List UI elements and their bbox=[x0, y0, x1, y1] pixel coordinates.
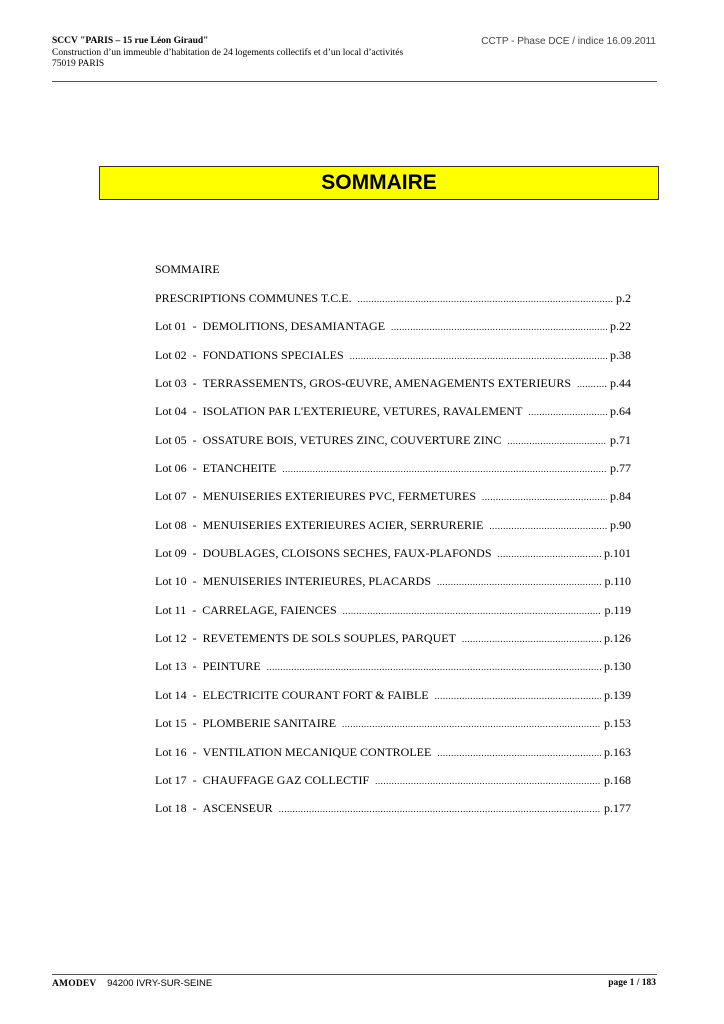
project-city: 75019 PARIS bbox=[52, 59, 105, 69]
toc-entry-lot: Lot 16 bbox=[155, 744, 187, 759]
toc-entry-separator: - bbox=[192, 687, 197, 702]
toc-leader-dots bbox=[437, 746, 601, 760]
toc-entry-page: p.153 bbox=[604, 716, 631, 731]
toc-entry-separator: - bbox=[192, 716, 197, 731]
toc-entry-label: DOUBLAGES, CLOISONS SECHES, FAUX-PLAFONDS bbox=[202, 546, 492, 561]
toc-entry-label: VENTILATION MECANIQUE CONTROLEE bbox=[202, 744, 432, 759]
project-header bbox=[52, 36, 403, 71]
toc-entry-page: p.101 bbox=[604, 546, 631, 561]
toc-entry-page: p.177 bbox=[604, 801, 631, 816]
toc-entry-label: MENUISERIES EXTERIEURES PVC, FERMETURES bbox=[202, 489, 477, 504]
toc-entry-lot: Lot 06 bbox=[155, 461, 187, 476]
toc-entry-separator: - bbox=[192, 772, 197, 787]
toc-entry-separator: - bbox=[192, 546, 197, 561]
toc-entry-lot: Lot 13 bbox=[155, 659, 187, 674]
toc-entry[interactable] bbox=[155, 546, 631, 560]
toc-entry-page: p.163 bbox=[604, 744, 631, 759]
title-banner bbox=[99, 166, 659, 200]
toc-entry-page: p.64 bbox=[610, 404, 631, 419]
toc-leader-dots bbox=[437, 575, 601, 589]
toc-entry-page: p.139 bbox=[604, 687, 631, 702]
toc-entry-label: CHAUFFAGE GAZ COLLECTIF bbox=[202, 772, 370, 787]
toc-leader-dots bbox=[462, 632, 601, 646]
toc-entry-lot: Lot 04 bbox=[155, 404, 187, 419]
toc-entry-separator: - bbox=[192, 659, 197, 674]
toc-entry-lot: Lot 14 bbox=[155, 687, 187, 702]
toc-entry-lot: Lot 12 bbox=[155, 631, 187, 646]
toc-entry-lot: Lot 10 bbox=[155, 574, 187, 589]
project-name: SCCV "PARIS – 15 rue Léon Giraud" bbox=[52, 36, 209, 46]
toc-entry-separator: - bbox=[192, 461, 197, 476]
toc-entry-label: MENUISERIES EXTERIEURES ACIER, SERRURERIE bbox=[202, 517, 484, 532]
toc-entry-page: p.71 bbox=[610, 432, 631, 447]
toc-entry-label: DEMOLITIONS, DESAMIANTAGE bbox=[202, 319, 386, 334]
toc-entry-label: TERRASSEMENTS, GROS-ŒUVRE, AMENAGEMENTS EXTERIEURS bbox=[202, 376, 572, 391]
toc-entry[interactable] bbox=[155, 801, 631, 815]
toc-entry[interactable] bbox=[155, 773, 631, 787]
toc-entry-separator: - bbox=[192, 631, 197, 646]
toc-entry-label: ASCENSEUR bbox=[202, 801, 273, 816]
toc-leader-dots bbox=[577, 377, 607, 391]
toc-entry-general[interactable] bbox=[155, 291, 631, 305]
toc-entry-separator: - bbox=[192, 517, 197, 532]
document-reference: CCTP - Phase DCE / indice 16.09.2011 bbox=[481, 36, 656, 47]
toc-entry-separator: - bbox=[192, 376, 197, 391]
toc-entry-label: REVETEMENTS DE SOLS SOUPLES, PARQUET bbox=[202, 631, 456, 646]
toc-leader-dots bbox=[391, 320, 607, 334]
toc-entry-separator: - bbox=[192, 319, 197, 334]
toc-entry-separator: - bbox=[192, 744, 197, 759]
toc-entry-label: PRESCRIPTIONS COMMUNES T.C.E. bbox=[155, 291, 352, 305]
toc-leader-dots bbox=[350, 349, 607, 363]
toc-entry-page: p.119 bbox=[604, 602, 631, 617]
page-number: page 1 / 183 bbox=[608, 978, 656, 988]
toc-entry-label: CARRELAGE, FAIENCES bbox=[202, 602, 337, 617]
toc-entry-page: p.44 bbox=[610, 376, 631, 391]
toc-entry[interactable] bbox=[155, 433, 631, 447]
toc-leader-dots bbox=[375, 774, 601, 788]
toc-entry-page: p.2 bbox=[616, 291, 631, 305]
toc-entry-lot: Lot 15 bbox=[155, 716, 187, 731]
toc-entry[interactable] bbox=[155, 404, 631, 418]
toc-leader-dots bbox=[343, 604, 602, 618]
toc-entry-page: p.130 bbox=[604, 659, 631, 674]
toc-entry[interactable] bbox=[155, 659, 631, 673]
toc-entry-label: PEINTURE bbox=[202, 659, 261, 674]
toc-entry-separator: - bbox=[192, 489, 197, 504]
toc-entry-page: p.77 bbox=[610, 461, 631, 476]
toc-leader-dots bbox=[342, 717, 601, 731]
toc-entry[interactable] bbox=[155, 489, 631, 503]
footer-company bbox=[52, 978, 212, 989]
toc-entry-separator: - bbox=[192, 347, 197, 362]
toc-entry[interactable] bbox=[155, 745, 631, 759]
toc-heading: SOMMAIRE bbox=[155, 262, 220, 276]
toc-entry-separator: - bbox=[192, 801, 197, 816]
toc-entry-page: p.22 bbox=[610, 319, 631, 334]
toc-entry-page: p.110 bbox=[604, 574, 631, 589]
toc-entry-lot: Lot 11 bbox=[155, 602, 187, 617]
toc-leader-dots bbox=[498, 547, 602, 561]
toc-entry[interactable] bbox=[155, 461, 631, 475]
toc-entry-lot: Lot 18 bbox=[155, 801, 187, 816]
toc-leader-dots bbox=[489, 519, 607, 533]
toc-entry-lot: Lot 05 bbox=[155, 432, 187, 447]
toc-entry[interactable] bbox=[155, 319, 631, 333]
toc-entry-page: p.84 bbox=[610, 489, 631, 504]
footer-divider bbox=[52, 974, 657, 975]
toc-entry-lot: Lot 08 bbox=[155, 517, 187, 532]
toc-entry-separator: - bbox=[192, 432, 197, 447]
toc-entry[interactable] bbox=[155, 376, 631, 390]
toc-entry[interactable] bbox=[155, 688, 631, 702]
toc-entry-page: p.90 bbox=[610, 517, 631, 532]
toc-entry-separator: - bbox=[192, 602, 197, 617]
toc-entry-label: MENUISERIES INTERIEURES, PLACARDS bbox=[202, 574, 432, 589]
toc-entry-label: ETANCHEITE bbox=[202, 461, 277, 476]
toc-entry[interactable] bbox=[155, 348, 631, 362]
toc-entry-separator: - bbox=[192, 404, 197, 419]
toc-entry-lot: Lot 09 bbox=[155, 546, 187, 561]
page-title: SOMMAIRE bbox=[321, 171, 437, 194]
toc-leader-dots bbox=[282, 462, 607, 476]
toc-leader-dots bbox=[507, 434, 607, 448]
toc-entry[interactable] bbox=[155, 631, 631, 645]
toc-leader-dots bbox=[267, 660, 601, 674]
toc-entry-lot: Lot 03 bbox=[155, 376, 187, 391]
toc-entry[interactable] bbox=[155, 574, 631, 588]
toc-entry-label: OSSATURE BOIS, VETURES ZINC, COUVERTURE ZINC bbox=[202, 432, 502, 447]
company-logo: AMODEV bbox=[52, 979, 97, 989]
toc-lot-list bbox=[155, 319, 631, 815]
toc-leader-dots bbox=[279, 802, 601, 816]
toc-entry-label: ISOLATION PAR L'EXTERIEURE, VETURES, RAVALEMENT bbox=[202, 404, 523, 419]
toc-entry-page: p.126 bbox=[604, 631, 631, 646]
toc-leader-dots bbox=[358, 292, 613, 306]
toc-entry-lot: Lot 02 bbox=[155, 347, 187, 362]
toc-entry[interactable] bbox=[155, 518, 631, 532]
toc-entry-separator: - bbox=[192, 574, 197, 589]
toc-entry-label: ELECTRICITE COURANT FORT & FAIBLE bbox=[202, 687, 429, 702]
table-of-contents bbox=[155, 262, 631, 830]
toc-leader-dots bbox=[482, 490, 607, 504]
toc-entry-page: p.38 bbox=[610, 347, 631, 362]
toc-leader-dots bbox=[528, 405, 607, 419]
toc-entry-label: FONDATIONS SPECIALES bbox=[202, 347, 344, 362]
header-divider bbox=[52, 81, 657, 82]
toc-entry-lot: Lot 01 bbox=[155, 319, 187, 334]
toc-entry[interactable] bbox=[155, 603, 631, 617]
toc-leader-dots bbox=[435, 689, 601, 703]
toc-entry-lot: Lot 07 bbox=[155, 489, 187, 504]
toc-entry[interactable] bbox=[155, 716, 631, 730]
toc-entry-page: p.168 bbox=[604, 772, 631, 787]
company-address: 94200 IVRY-SUR-SEINE bbox=[107, 978, 213, 989]
toc-entry-lot: Lot 17 bbox=[155, 772, 187, 787]
project-description: Construction d’un immeuble d’habitation de 24 logements collectifs et d’un local d’activités bbox=[52, 47, 404, 58]
toc-entry-label: PLOMBERIE SANITAIRE bbox=[202, 716, 337, 731]
